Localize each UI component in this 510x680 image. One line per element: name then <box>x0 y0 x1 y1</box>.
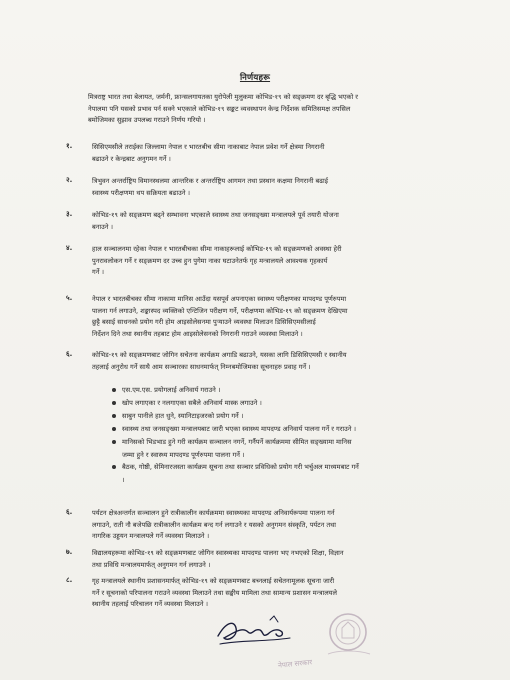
item-line: नागरिक उड्डयन मन्त्रालयले गर्ने व्यवस्था मिलाउने । <box>92 532 210 540</box>
item-line: छुट्टै बसाई साधनको प्रयोग गरी होम आइसोलेसनमा पुऱ्याउने व्यवस्था मिलाउन डिसिसिएमसीलाई <box>92 318 316 326</box>
signature-icon <box>212 614 296 650</box>
bullet-text: खोप लगाएका र नलगाएका सबैले अनिवार्य मास्क लगाउने । <box>122 399 262 407</box>
page-title: निर्णयहरू <box>239 73 271 83</box>
item-line: तथा प्रविधि मन्त्रालयमार्फत् अनुगमन गर्न लगाउने । <box>92 560 211 569</box>
bullet-text: स्वास्थ्य तथा जनसङ्ख्या मन्त्रालयबाट जारी भएका स्वास्थ्य मापदण्ड अनिवार्य पालना गर्ने र गराउने । <box>122 425 356 433</box>
item-line: सिसिएमसीले तराईका जिल्लामा नेपाल र भारतबीच सीमा नाकाबाट नेपाल प्रवेश गर्ने क्षेत्रमा निगरानी <box>92 143 325 151</box>
item-line: पुनरावलोकन गर्ने र सङ्क्रमण दर उच्च हुन पुगेमा नाका घटाउनेतर्फ गृह मन्त्रालयले आवश्यक गृहकार्य <box>92 256 328 265</box>
item-number: १. <box>66 142 73 150</box>
item-text <box>92 244 476 279</box>
bullet-icon <box>112 440 116 444</box>
item-number: ७. <box>66 548 73 556</box>
item-text <box>92 176 476 199</box>
item-line: स्थानीय तहलाई परिचालन गर्ने व्यवस्था मिलाउने । <box>92 600 209 608</box>
item-number: ३. <box>66 210 73 218</box>
intro-paragraph <box>88 92 476 127</box>
bullet-text: मानिसको भिडभाड हुने गरी कार्यक्रम सञ्चालन नगर्ने, गर्नैपर्ने कार्यक्रममा सीमित सङ्ख्यामा मानिस <box>122 438 352 446</box>
item-line: कोभिड-१९ को सङ्क्रमण बढ्ने सम्भावना भएकाले स्वास्थ्य तथा जनसङ्ख्या मन्त्रालयले पूर्व तयारी योजना <box>92 211 339 219</box>
bullet-icon <box>112 388 116 392</box>
item-text <box>92 548 476 571</box>
bullet-item <box>112 436 482 449</box>
item-line: गर्ने । <box>92 268 104 276</box>
item-text <box>92 508 476 543</box>
item-line <box>92 548 476 560</box>
item-line: बनाउने । <box>92 222 114 231</box>
bullet-item <box>112 384 482 397</box>
bullet-icon <box>112 427 116 431</box>
item-line: नेपाल र भारतबीचका सीमा नाकामा मानिस आउँदा यसपूर्व अपनाएका स्वास्थ्य परीक्षणका मापदण्ड पूर्णरुपमा <box>92 295 347 303</box>
bullet-text-continued: जम्मा हुने र स्वास्थ्य मापदण्ड पूर्णरुपमा पालना गर्ने । <box>122 451 245 459</box>
item-line-rest: कोभिड-१९ को सङ्क्रमणबाट जोगिन स्वास्थ्यका मापदण्ड पालना भए नभएको शिक्षा, विज्ञान <box>127 549 344 557</box>
item-line: कोभिड-१९ को सङ्क्रमणबाट जोगिन सचेतना कार्यक्रम अगाडि बढाउने, यसका लागि डिसिसिएमसी र स्थानीय <box>92 351 347 359</box>
official-stamp-icon <box>308 604 388 674</box>
item-line: गर्ने र सूचनाको परिपालना गराउने व्यवस्था मिलाउने तथा सङ्घीय मामिला तथा सामान्य प्रशासन मन्त्रालयले <box>92 588 337 597</box>
bullet-item <box>112 410 482 423</box>
bullet-item <box>112 461 482 474</box>
stamp-text: नेपाल सरकार <box>277 658 313 670</box>
bullet-icon <box>112 401 116 405</box>
bullet-text-continued: । <box>122 476 125 484</box>
item-number: ४. <box>66 244 73 252</box>
item-number: ६. <box>66 508 73 516</box>
intro-line: नेपालमा पनि यसको प्रभाव पर्न सक्ने भएकाले कोभिड-१९ सङ्कट व्यवस्थापन केन्द्र निर्देशक समितिसमक्ष तपसिल <box>88 104 351 113</box>
item-line: तहलाई अनुरोध गर्ने साथै आम सञ्चारका साधनमार्फत् निम्नबमोजिमका सूचनाहरु प्रवाह गर्ने । <box>92 362 311 371</box>
item-line: बढाउने र केन्द्रबाट अनुगमन गर्ने । <box>92 154 171 163</box>
intro-line: बमोजिमका सुझाव उपलब्ध गराउने निर्णय गरियो । <box>88 116 206 124</box>
bullet-text: एस.एम.एस. प्रयोगलाई अनिवार्य गराउने । <box>122 386 221 394</box>
item-line: लगाउने, राती नौ बजेपछि रात्रीकालीन कार्यक्रम बन्द गर्न लगाउने र यसको अनुगमन संस्कृति, पर्यटन तथा <box>92 520 337 529</box>
bullet-item <box>112 397 482 410</box>
bullet-icon <box>112 465 116 469</box>
item-prefix: विद्यालयहरूमा <box>92 549 126 557</box>
item-text <box>92 294 476 340</box>
item-number: ८. <box>66 576 73 584</box>
item-number: २. <box>66 176 73 184</box>
item-line: पर्यटन क्षेत्रअन्तर्गत सञ्चालन हुने रात्रीकालीन कार्यक्रममा स्वास्थ्यका मापदण्ड अनिवार्यरूपमा पालना गर्न <box>92 509 335 517</box>
item-text <box>92 350 476 373</box>
item-text <box>92 142 476 165</box>
bullet-text: बैठक, गोष्ठी, सेमिनारजस्ता कार्यक्रम सूचना तथा सञ्चार प्रविधिको प्रयोग गरी भर्चुअल माध्यमबाट गर्ने <box>122 463 359 471</box>
item-line: निर्देशन दिने तथा स्थानीय तहबाट होम आइसोलेसनको निगरानी गराउने व्यवस्था मिलाउने । <box>92 329 303 338</box>
bullet-item <box>112 423 482 436</box>
intro-line: मित्रराष्ट्र भारत तथा बेलायत, जर्मनी, फ्रान्सलगायतका युरोपेली मुलुकमा कोभिड-१९ को सङ्क्रमण दर बृद्धि भएको र <box>88 93 358 101</box>
item-line: गृह मन्त्रालयले स्थानीय प्रशासनमार्फत् कोभिड-१९ को सङ्क्रमणबाट बच्नलाई सचेतनामूलक सूचना जारी <box>92 577 335 585</box>
bullet-icon <box>112 414 116 418</box>
awareness-bullet-list <box>112 384 482 486</box>
item-text <box>92 210 476 233</box>
item-line: पालना गर्न लगाउने, शङ्कास्पद व्यक्तिको एन्टिजिन परीक्षण गर्ने, परीक्षणमा कोभिड-१९ को सङ्क्रमण देखिएमा <box>92 306 348 315</box>
item-number: ५. <box>66 294 73 302</box>
item-line: स्वास्थ्य परीक्षणमा थप सक्रियता बढाउने । <box>92 188 190 197</box>
bullet-text: साबुन पानीले हात धुने, स्यानिटाइजरको प्रयोग गर्ने । <box>122 412 244 420</box>
item-line: त्रिभुवन अन्तर्राष्ट्रिय विमानस्थलमा आन्तरिक र अन्तर्राष्ट्रिय आगमन तथा प्रस्थान कक्षमा निगरानी बढाई <box>92 177 328 185</box>
item-line: हाल सञ्चालनमा रहेका नेपाल र भारतबीचका सीमा नाकाहरूलाई कोभिड-१९ को सङ्क्रमणको अवस्था हेरी <box>92 245 342 253</box>
item-number: ६. <box>66 350 73 358</box>
item-text <box>92 576 476 611</box>
